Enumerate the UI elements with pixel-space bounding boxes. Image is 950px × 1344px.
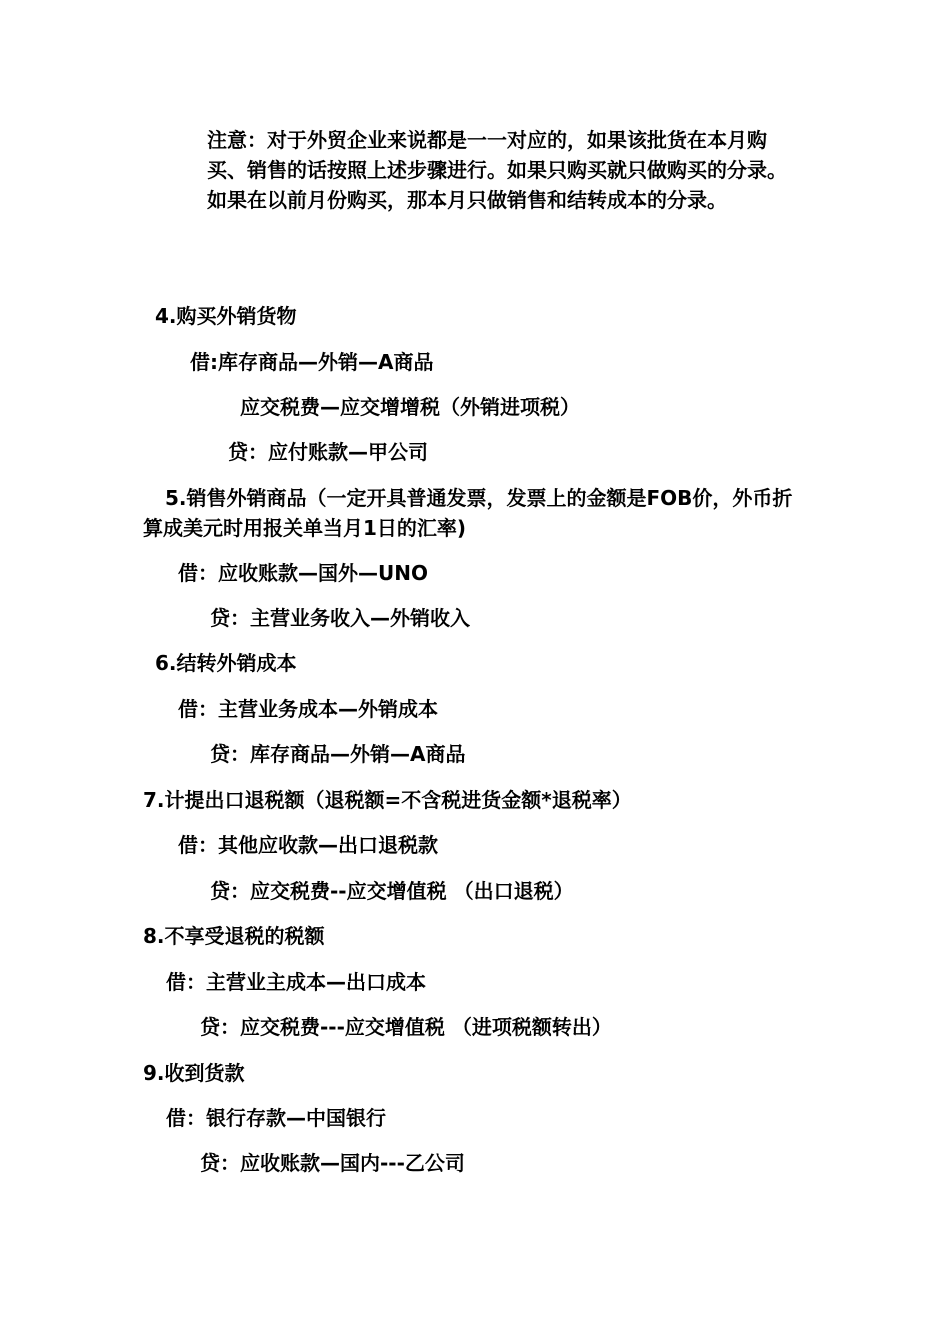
entry-5-debit: 借：应收账款—国外—UNO: [178, 561, 428, 585]
entry-5-heading: 5.销售外销商品（一定开具普通发票，发票上的金额是FOB价，外币折算成美元时用报关单当月1日的汇率): [143, 486, 793, 540]
entry-8-heading: 8.不享受退税的税额: [143, 924, 325, 948]
entry-4-debit: 借:库存商品—外销—A商品: [190, 350, 434, 374]
note-paragraph: 注意：对于外贸企业来说都是一一对应的，如果该批货在本月购买、销售的话按照上述步骤进行。如果只购买就只做购买的分录。如果在以前月份购买，那本月只做销售和结转成本的分录。: [207, 128, 787, 212]
entry-4-debit-2: 应交税费—应交增增税（外销进项税）: [240, 395, 580, 419]
entry-5-credit: 贷：主营业务收入—外销收入: [210, 606, 470, 630]
entry-8-credit: 贷：应交税费---应交增值税 （进项税额转出）: [200, 1015, 612, 1039]
entry-6-credit: 贷：库存商品—外销—A商品: [210, 742, 466, 766]
entry-7-heading: 7.计提出口退税额（退税额=不含税进货金额*退税率）: [143, 788, 632, 812]
entry-9-credit: 贷：应收账款—国内---乙公司: [200, 1151, 465, 1175]
entry-4-credit: 贷：应付账款—甲公司: [228, 440, 428, 464]
entry-9-heading: 9.收到货款: [143, 1061, 245, 1085]
entry-9-debit: 借：银行存款—中国银行: [166, 1106, 386, 1130]
entry-7-debit: 借：其他应收款—出口退税款: [178, 833, 438, 857]
entry-7-credit: 贷：应交税费--应交增值税 （出口退税）: [210, 879, 574, 903]
entry-6-heading: 6.结转外销成本: [155, 651, 297, 675]
entry-8-debit: 借：主营业主成本—出口成本: [166, 970, 426, 994]
entry-4-heading: 4.购买外销货物: [155, 304, 297, 328]
entry-6-debit: 借：主营业务成本—外销成本: [178, 697, 438, 721]
